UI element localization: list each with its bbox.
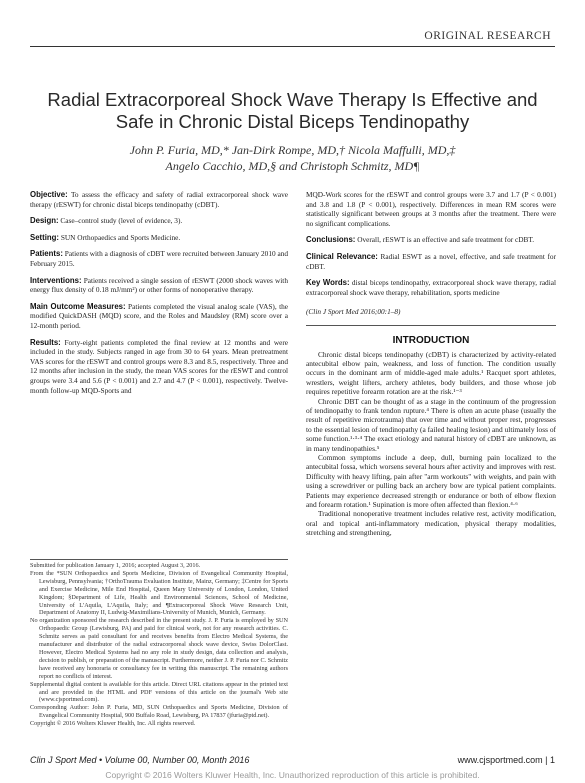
funding-disclosure: No organization sponsored the research described in the present study. J. P. Furia is employed by SUN Orthopaedic Group (Lewisburg, PA) and paid for clinical work, not for any research activities. C. Schmitz serves as paid consultant for and receives benefits from Electro Medical Systems, the manufacturer and distributor of the radial extracorporeal shock wave device, Swiss DolorClast. However, Electro Medical Systems had no any role in study design, data collection and analysis, decision to publish, or preparation of the manuscript. Furthermore, neither J. P. Furia nor C. Schmitz have received any honoraria or consultancy fee in writing this manuscript. The remaining authors report no conflicts of interest. bbox=[30, 617, 288, 680]
intro-paragraph-4: Traditional nonoperative treatment includes relative rest, activity modification, oral and topical anti-inflammatory medication, physical therapy modalities, stretching and strengthening, bbox=[306, 509, 556, 538]
abstract-keywords: Key Words: distal biceps tendinopathy, extracorporeal shock wave therapy, radial extracorporeal shock wave therapy, rehabilitation, sports medicine bbox=[306, 278, 557, 297]
authors-line-2: Angelo Cacchio, MD,§ and Christoph Schmitz, MD¶ bbox=[165, 159, 420, 173]
journal-citation: (Clin J Sport Med 2016;00:1–8) bbox=[306, 307, 401, 317]
copyright-watermark: Copyright © 2016 Wolters Kluwer Health, Inc. Unauthorized reproduction of this article is prohibited. bbox=[105, 770, 480, 780]
abstract-clinical-relevance: Clinical Relevance: Radial ESWT as a novel, effective, and safe treatment for cDBT. bbox=[306, 251, 556, 271]
abstract-right-column bbox=[306, 190, 556, 538]
abstract-left-column bbox=[30, 190, 288, 402]
footer-website: www.cjsportmed.com | 1 bbox=[457, 755, 555, 765]
abstract-interventions: Interventions: Patients received a single session of rESWT (2000 shock waves with energy flux density of 0.18 mJ/mm²) or other forms of nonoperative therapy. bbox=[30, 275, 288, 295]
authors-line-1: John P. Furia, MD,* Jan-Dirk Rompe, MD,† Nicola Maffulli, MD,‡ bbox=[129, 143, 456, 157]
abstract-outcome-measures: Main Outcome Measures: Patients completed the visual analog scale (VAS), the modified QuickDASH (MQD) score, and the Roles and Maudsley (RM) score over a 12-month period. bbox=[30, 301, 288, 330]
abstract-divider bbox=[306, 317, 556, 326]
intro-paragraph-3: Common symptoms include a deep, dull, burning pain localized to the antecubital fossa, which worsens several hours after activity and improves with rest. Difficulty with heavy lifting, pain after "arm workouts" with weights, and pain with using a screwdriver or pulling back an archery bow are typical patient complaints. Patients may experience decreased strength or endurance or both of elbow flexion and forearm rotation.¹ Supination is more often affected than flexion.⁴·⁶ bbox=[306, 453, 556, 510]
article-notes bbox=[30, 559, 288, 728]
intro-paragraph-1: Chronic distal biceps tendinopathy (cDBT) is characterized by activity-related antecubital elbow pain, weakness, and loss of function. The condition usually occurs in the dominant arm of middle-aged male adults.¹ Racquet sport athletes, wrestlers, weight lifters, archery athletes, body builders, and those whose job requires repetitive forearm rotation are at the risk.¹⁻³ bbox=[306, 349, 556, 397]
header-rule bbox=[30, 46, 555, 47]
article-title: Radial Extracorporeal Shock Wave Therapy Is Effective and Safe in Chronic Distal Biceps Tendinopathy bbox=[47, 89, 538, 132]
footer-journal-info: Clin J Sport Med • Volume 00, Number 00, Month 2016 bbox=[30, 755, 250, 765]
corresponding-author: Corresponding Author: John P. Furia, MD, SUN Orthopaedics and Sports Medicine, Division of Evangelical Community Hospital, 900 Buffalo Road, Lewisburg, PA 17837 (jfuria@ptd.net). bbox=[30, 704, 288, 720]
section-label: ORIGINAL RESEARCH bbox=[424, 30, 551, 42]
author-list bbox=[40, 142, 545, 174]
abstract-conclusions: Conclusions: Overall, rESWT is an effective and safe treatment for cDBT. bbox=[306, 235, 535, 245]
submission-dates: Submitted for publication January 1, 2016; accepted August 3, 2016. bbox=[30, 562, 201, 569]
affiliations: From the *SUN Orthopaedics and Sports Medicine, Division of Evangelical Community Hospital, Lewisburg, Pennsylvania; †OrthoTrauma Evaluation Institute, Mainz, Germany; ‡Centre for Sports and Exercise Medicine, Mile End Hospital, Queen Mary University of London, London, United Kingdom; §Department of Life, Health and Environmental Sciences, School of Medicine, University of L'Aquila, L'Aquila, Italy; and ¶Extracorporeal Shock Wave Research Unit, Department of Anatomy II, Ludwig-Maximilians-University of Munich, Munich, Germany. bbox=[30, 569, 288, 617]
copyright-note: Copyright © 2016 Wolters Kluwer Health, Inc. All rights reserved. bbox=[30, 720, 196, 728]
abstract-results-continued: MQD-Work scores for the rESWT and control groups were 3.7 and 1.7 (P < 0.001) and 3.8 and 1.8 (P < 0.001), respectively. Differences in mean RM scores were statistically significant between groups at 3 months after the treatment. There were no significant complications. bbox=[306, 190, 556, 228]
abstract-setting: Setting: SUN Orthopaedics and Sports Medicine. bbox=[30, 232, 181, 242]
abstract-results: Results: Forty-eight patients completed the final review at 12 months and were included in the study. Subjects ranged in age from 30 to 64 years. Mean pretreatment VAS scores for the rESWT and control groups were 8.3 and 8.5, respectively. Three and 12 months after inclusion in the study, the mean VAS scores for the rESWT and control groups were 3.4 and 5.6 (P < 0.001) and 2.7 and 4.7 (P < 0.001), respectively. Twelve-month follow-up MQD-Sports and bbox=[30, 337, 288, 395]
abstract-patients: Patients: Patients with a diagnosis of cDBT were recruited between January 2010 and February 2015. bbox=[30, 249, 289, 268]
intro-paragraph-2: Chronic DBT can be thought of as a stage in the continuum of the progression of tendinopathy to frank tendon rupture.⁴ There is often an acute phase (usually the result of repetitive microtrauma) that over time and without proper rest, progresses to the essential lesion of tendinopathy (a failed healing lesion) and ultimately loss of some function.¹·³·⁴ The exact etiology and natural history of cDBT are unknown, as in many tendinopathies.⁵ bbox=[306, 396, 556, 453]
introduction-heading: INTRODUCTION bbox=[392, 334, 470, 346]
abstract-design: Design: Case–control study (level of evidence, 3). bbox=[30, 216, 183, 226]
supplemental-note: Supplemental digital content is available for this article. Direct URL citations appear in the printed text and are provided in the HTML and PDF versions of this article on the journal's Web site (www.cjsportmed.com). bbox=[30, 680, 288, 704]
abstract-objective: Objective: To assess the efficacy and safety of radial extracorporeal shock wave therapy (rESWT) for chronic distal biceps tendinopathy (cDBT). bbox=[30, 190, 288, 209]
